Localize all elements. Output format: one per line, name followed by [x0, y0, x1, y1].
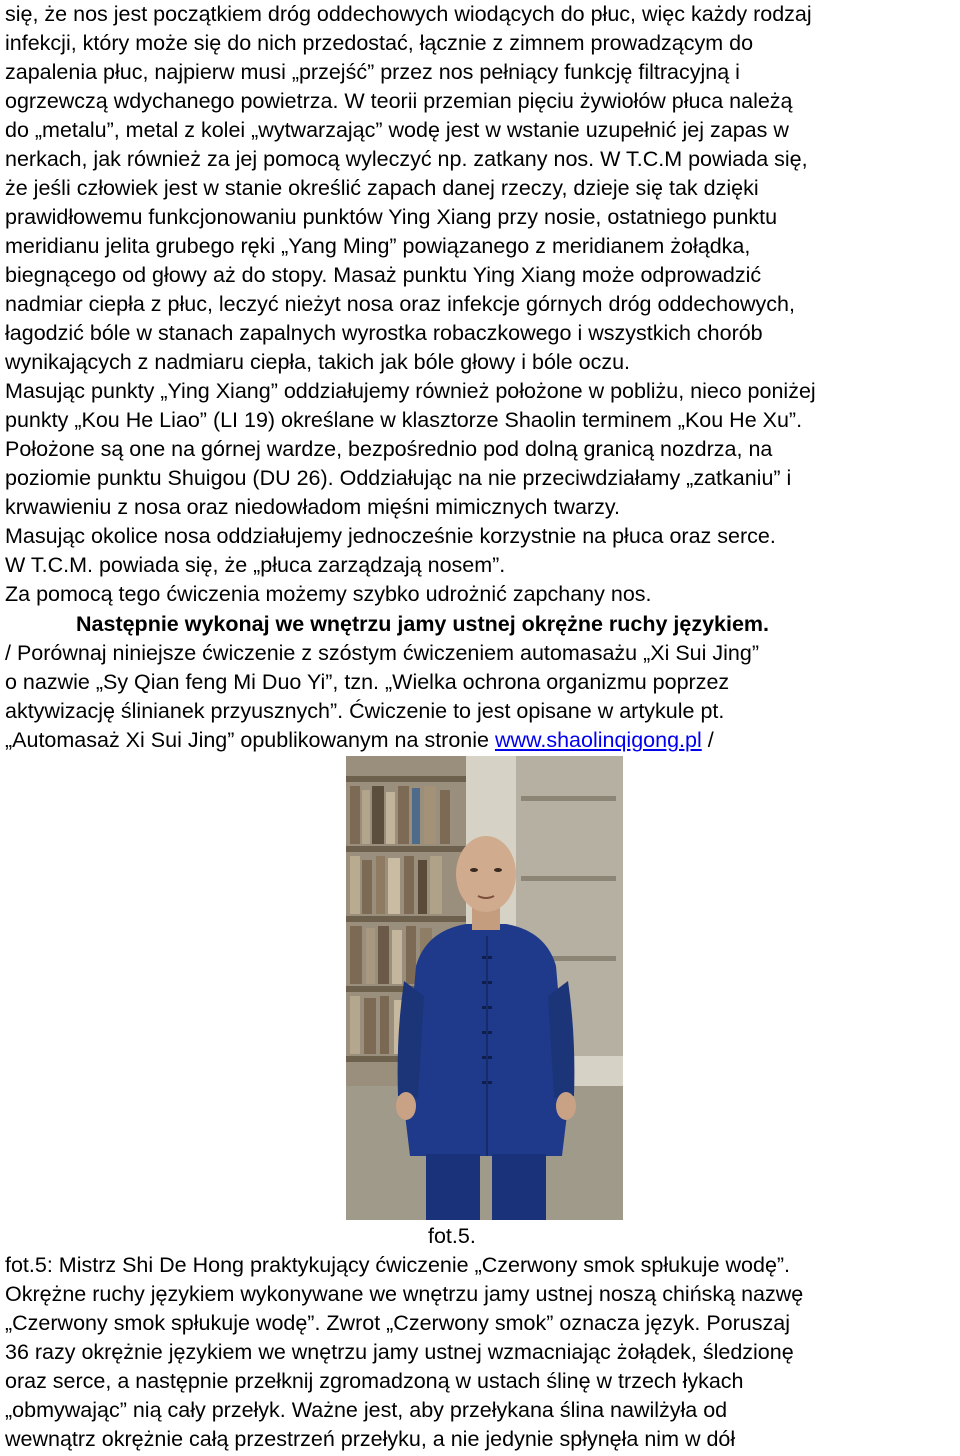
text-line: punkty „Kou He Liao” (LI 19) określane w klasztorze Shaolin terminem „Kou He Xu”.: [5, 408, 803, 432]
text-line: oraz serce, a następnie przełknij zgromadzoną w ustach ślinę w trzech łykach: [5, 1369, 744, 1393]
text-line: Okrężne ruchy językiem wykonywane we wnętrzu jamy ustnej noszą chińską nazwę: [5, 1282, 804, 1306]
text-line: biegnącego od głowy aż do stopy. Masaż punktu Ying Xiang może odprowadzić: [5, 263, 762, 287]
text-line: „Czerwony smok spłukuje wodę”. Zwrot „Czerwony smok” oznacza język. Poruszaj: [5, 1311, 790, 1335]
text-line: meridianu jelita grubego ręki „Yang Ming” powiązanego z meridianem żołądka,: [5, 234, 751, 258]
link-line: [5, 726, 957, 756]
text-line: / Porównaj niniejsze ćwiczenie z szóstym ćwiczeniem automasażu „Xi Sui Jing”: [5, 641, 759, 665]
text-line: o nazwie „Sy Qian feng Mi Duo Yi”, tzn. „Wielka ochrona organizmu poprzez: [5, 670, 730, 694]
text-line: infekcji, który może się do nich przedostać, łącznie z zimnem prowadzącym do: [5, 31, 754, 55]
link-line-prefix: „Automasaż Xi Sui Jing” opublikowanym na stronie: [5, 728, 495, 752]
text-line: Położone są one na górnej wardze, bezpośrednio pod dolną granicą nozdrza, na: [5, 437, 773, 461]
text-line: ogrzewczą wdychanego powietrza. W teorii przemian pięciu żywiołów płuca należą: [5, 89, 793, 113]
text-line: Masując okolice nosa oddziałujemy jednocześnie korzystnie na płuca oraz serce.: [5, 524, 776, 548]
text-line: „obmywając” nią cały przełyk. Ważne jest, aby przełykana ślina nawilżyła od: [5, 1398, 728, 1422]
bold-instruction: Następnie wykonaj we wnętrzu jamy ustnej okrężne ruchy językiem.: [76, 612, 770, 636]
text-line: krwawieniu z nosa oraz niedowładom mięśni mimicznych twarzy.: [5, 495, 620, 519]
text-line: łagodzić bóle w stanach zapalnych wyrostka robaczkowego i wszystkich chorób: [5, 321, 763, 345]
text-line: Za pomocą tego ćwiczenia możemy szybko udrożnić zapchany nos.: [5, 582, 652, 606]
photo-label: fot.5.: [428, 1224, 476, 1248]
text-line: nadmiar ciepła z płuc, leczyć nieżyt nosa oraz infekcje górnych dróg oddechowych,: [5, 292, 795, 316]
text-line: aktywizację ślinianek przyusznych”. Ćwiczenie to jest opisane w artykule pt.: [5, 699, 725, 723]
text-line: poziomie punktu Shuigou (DU 26). Oddziałując na nie przeciwdziałamy „zatkaniu” i: [5, 466, 792, 490]
text-line: 36 razy okrężnie językiem we wnętrzu jamy ustnej wzmacniając żołądek, śledzionę: [5, 1340, 794, 1364]
text-line: nerkach, jak również za jej pomocą wyleczyć np. zatkany nos. W T.C.M powiada się,: [5, 147, 808, 171]
link-line-suffix: /: [701, 728, 714, 752]
text-line: się, że nos jest początkiem dróg oddechowych wiodących do płuc, więc każdy rodzaj: [5, 2, 812, 26]
text-line: że jeśli człowiek jest w stanie określić zapach danej rzeczy, dzieje się tak dzięki: [5, 176, 759, 200]
photo-caption: fot.5: Mistrz Shi De Hong praktykujący ćwiczenie „Czerwony smok spłukuje wodę”.: [5, 1253, 791, 1277]
website-link[interactable]: www.shaolinqigong.pl: [494, 728, 702, 752]
text-line: W T.C.M. powiada się, że „płuca zarządzają nosem”.: [5, 553, 506, 577]
photo-master-shi-de-hong: [346, 756, 623, 1220]
text-line: wynikających z nadmiaru ciepła, takich jak bóle głowy i bóle oczu.: [5, 350, 631, 374]
text-line: prawidłowemu funkcjonowaniu punktów Ying Xiang przy nosie, ostatniego punktu: [5, 205, 778, 229]
text-line: wewnątrz okrężnie całą przestrzeń przełyku, a nie jedynie spłynęła nim w dół: [5, 1427, 736, 1451]
text-line: zapalenia płuc, najpierw musi „przejść” przez nos pełniący funkcję filtracyjną i: [5, 60, 740, 84]
text-line: do „metalu”, metal z kolei „wytwarzając” wodę jest w wstanie uzupełnić jej zapas w: [5, 118, 789, 142]
text-line: Masując punkty „Ying Xiang” oddziałujemy również położone w pobliżu, nieco poniżej: [5, 379, 816, 403]
